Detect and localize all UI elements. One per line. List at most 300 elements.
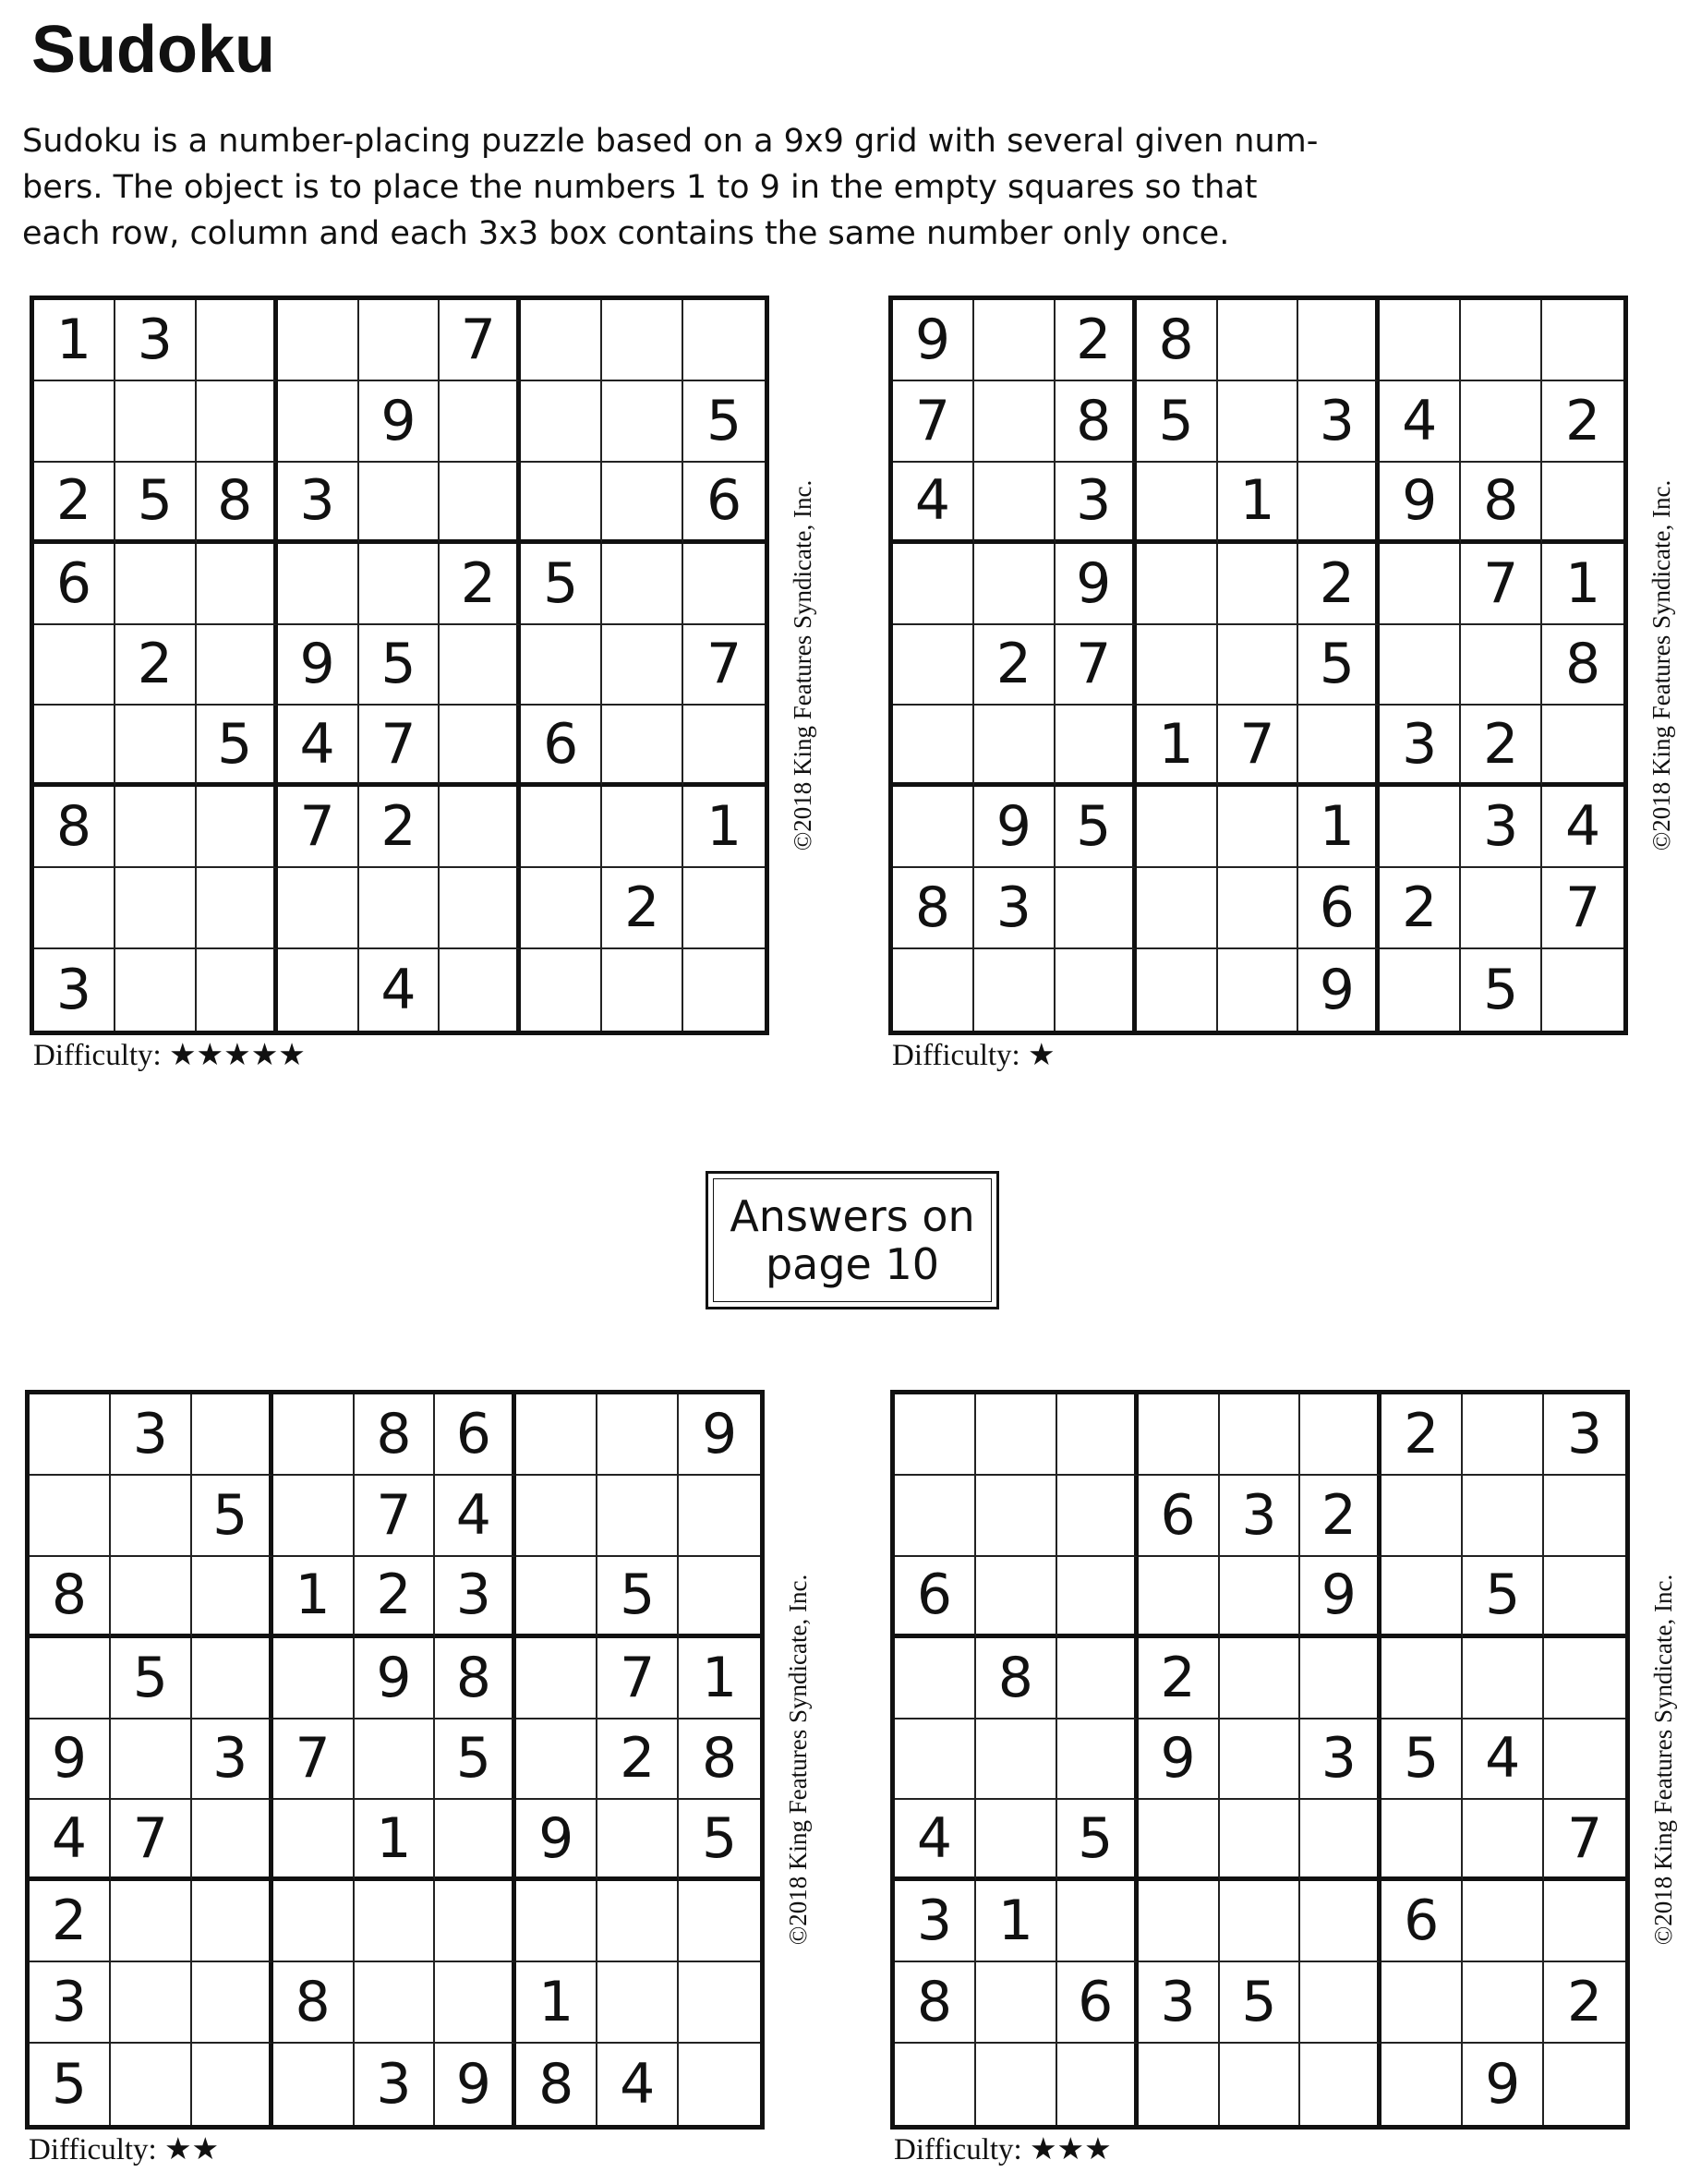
- sudoku-cell: [597, 1394, 679, 1476]
- sudoku-cell: 5: [1463, 1557, 1544, 1638]
- sudoku-cell: 3: [111, 1394, 192, 1476]
- sudoku-cell: [1220, 1881, 1301, 1962]
- sudoku-cell: [1218, 544, 1299, 625]
- sudoku-cell: 8: [1056, 381, 1137, 463]
- difficulty-rating: Difficulty: ★★★: [894, 2133, 1112, 2166]
- sudoku-cell: [1300, 1962, 1381, 2044]
- sudoku-cell: [359, 463, 440, 544]
- sudoku-cell: 3: [1298, 381, 1380, 463]
- sudoku-cell: [1139, 1557, 1220, 1638]
- sudoku-cell: [435, 1800, 516, 1881]
- sudoku-cell: 8: [1461, 463, 1542, 544]
- sudoku-cell: [1300, 2044, 1381, 2125]
- sudoku-cell: 2: [355, 1557, 436, 1638]
- sudoku-cell: [1218, 300, 1299, 381]
- sudoku-cell: [115, 544, 197, 625]
- sudoku-cell: 8: [895, 1962, 976, 2044]
- sudoku-cell: 6: [683, 463, 765, 544]
- sudoku-cell: 5: [435, 1719, 516, 1801]
- sudoku-cell: 8: [1137, 300, 1218, 381]
- sudoku-cell: [679, 1881, 760, 1962]
- sudoku-cell: [1139, 1881, 1220, 1962]
- sudoku-cell: [1137, 463, 1218, 544]
- copyright-notice: ©2018 King Features Syndicate, Inc.: [1647, 479, 1675, 851]
- sudoku-cell: [1137, 787, 1218, 868]
- sudoku-cell: [521, 463, 602, 544]
- sudoku-cell: 5: [521, 544, 602, 625]
- sudoku-cell: 8: [516, 2044, 597, 2125]
- sudoku-cell: 1: [516, 1962, 597, 2044]
- sudoku-cell: [976, 2044, 1057, 2125]
- sudoku-cell: [683, 949, 765, 1031]
- sudoku-cell: [679, 1557, 760, 1638]
- sudoku-cell: [1461, 868, 1542, 949]
- sudoku-cell: [1220, 1719, 1301, 1801]
- sudoku-cell: [1463, 1800, 1544, 1881]
- sudoku-cell: [895, 2044, 976, 2125]
- sudoku-cell: [440, 625, 521, 706]
- sudoku-cell: [602, 381, 683, 463]
- sudoku-cell: [1056, 949, 1137, 1031]
- sudoku-cell: [30, 1476, 111, 1557]
- sudoku-cell: 4: [1542, 787, 1623, 868]
- sudoku-cell: 7: [1056, 625, 1137, 706]
- sudoku-cell: [30, 1638, 111, 1719]
- sudoku-cell: 9: [1380, 463, 1461, 544]
- sudoku-cell: 8: [197, 463, 278, 544]
- sudoku-cell: [597, 1962, 679, 2044]
- sudoku-cell: 8: [355, 1394, 436, 1476]
- sudoku-cell: 5: [683, 381, 765, 463]
- sudoku-cell: [1380, 787, 1461, 868]
- sudoku-cell: [440, 787, 521, 868]
- sudoku-cell: [435, 1881, 516, 1962]
- sudoku-cell: [273, 2044, 355, 2125]
- sudoku-cell: [197, 381, 278, 463]
- sudoku-cell: [1380, 544, 1461, 625]
- sudoku-cell: 6: [435, 1394, 516, 1476]
- sudoku-cell: [1220, 1800, 1301, 1881]
- sudoku-cell: 9: [278, 625, 359, 706]
- sudoku-cell: 2: [1461, 706, 1542, 787]
- sudoku-cell: 5: [597, 1557, 679, 1638]
- sudoku-cell: 2: [1056, 300, 1137, 381]
- sudoku-cell: 6: [1298, 868, 1380, 949]
- sudoku-cell: [1218, 787, 1299, 868]
- sudoku-cell: [111, 1557, 192, 1638]
- sudoku-cell: 3: [1056, 463, 1137, 544]
- sudoku-cell: [115, 706, 197, 787]
- sudoku-cell: [1463, 1394, 1544, 1476]
- sudoku-cell: [683, 706, 765, 787]
- sudoku-cell: [521, 625, 602, 706]
- sudoku-cell: 6: [521, 706, 602, 787]
- sudoku-cell: 7: [597, 1638, 679, 1719]
- sudoku-cell: 7: [278, 787, 359, 868]
- sudoku-cell: [440, 463, 521, 544]
- sudoku-cell: 7: [1544, 1800, 1625, 1881]
- sudoku-cell: [1218, 381, 1299, 463]
- intro-text: [22, 118, 1352, 257]
- sudoku-cell: [1544, 1719, 1625, 1801]
- sudoku-cell: [1137, 868, 1218, 949]
- sudoku-cell: [976, 1557, 1057, 1638]
- sudoku-cell: [516, 1881, 597, 1962]
- intro-line: each row, column and each 3x3 box contains the same number only once.: [22, 215, 1230, 252]
- sudoku-cell: [115, 949, 197, 1031]
- sudoku-cell: 9: [679, 1394, 760, 1476]
- sudoku-cell: [521, 300, 602, 381]
- sudoku-cell: [597, 1800, 679, 1881]
- sudoku-cell: [893, 787, 974, 868]
- sudoku-cell: [1298, 300, 1380, 381]
- sudoku-cell: [278, 544, 359, 625]
- sudoku-cell: [192, 1800, 273, 1881]
- sudoku-cell: [1300, 1394, 1381, 1476]
- sudoku-cell: 3: [34, 949, 115, 1031]
- intro-line: Sudoku is a number-placing puzzle based on a 9x9 grid with several given num-: [22, 123, 1319, 160]
- sudoku-cell: 4: [30, 1800, 111, 1881]
- sudoku-cell: [1381, 1476, 1463, 1557]
- sudoku-cell: 5: [679, 1800, 760, 1881]
- sudoku-cell: 5: [115, 463, 197, 544]
- sudoku-cell: 2: [1139, 1638, 1220, 1719]
- sudoku-cell: [278, 300, 359, 381]
- sudoku-cell: [976, 1394, 1057, 1476]
- sudoku-cell: [1218, 949, 1299, 1031]
- sudoku-cell: [602, 463, 683, 544]
- sudoku-cell: [440, 949, 521, 1031]
- sudoku-cell: [1461, 625, 1542, 706]
- sudoku-cell: 9: [516, 1800, 597, 1881]
- sudoku-cell: [1381, 2044, 1463, 2125]
- sudoku-cell: [679, 1962, 760, 2044]
- sudoku-cell: 3: [974, 868, 1056, 949]
- sudoku-cell: [1542, 300, 1623, 381]
- sudoku-cell: 2: [30, 1881, 111, 1962]
- sudoku-cell: [1137, 625, 1218, 706]
- sudoku-cell: 3: [355, 2044, 436, 2125]
- sudoku-cell: 8: [435, 1638, 516, 1719]
- sudoku-cell: [976, 1719, 1057, 1801]
- sudoku-cell: [516, 1557, 597, 1638]
- sudoku-cell: 2: [1380, 868, 1461, 949]
- sudoku-cell: [1057, 1557, 1139, 1638]
- sudoku-cell: [976, 1800, 1057, 1881]
- sudoku-cell: 3: [1139, 1962, 1220, 2044]
- sudoku-cell: 1: [976, 1881, 1057, 1962]
- sudoku-cell: [602, 949, 683, 1031]
- sudoku-cell: 7: [1218, 706, 1299, 787]
- sudoku-cell: [597, 1881, 679, 1962]
- sudoku-cell: 8: [1542, 625, 1623, 706]
- sudoku-grid: [888, 296, 1628, 1035]
- sudoku-cell: [974, 463, 1056, 544]
- sudoku-cell: 1: [34, 300, 115, 381]
- sudoku-cell: 7: [355, 1476, 436, 1557]
- sudoku-cell: [197, 544, 278, 625]
- sudoku-cell: [1463, 1638, 1544, 1719]
- sudoku-cell: 2: [974, 625, 1056, 706]
- sudoku-cell: [602, 544, 683, 625]
- sudoku-cell: [1463, 1962, 1544, 2044]
- sudoku-cell: [1544, 1638, 1625, 1719]
- sudoku-cell: [679, 1476, 760, 1557]
- sudoku-cell: 7: [893, 381, 974, 463]
- sudoku-cell: [1381, 1962, 1463, 2044]
- difficulty-rating: Difficulty: ★★: [29, 2133, 220, 2166]
- sudoku-cell: 8: [273, 1962, 355, 2044]
- sudoku-cell: [197, 300, 278, 381]
- sudoku-cell: 9: [1139, 1719, 1220, 1801]
- difficulty-rating: Difficulty: ★★★★★: [33, 1039, 306, 1072]
- sudoku-cell: 3: [115, 300, 197, 381]
- sudoku-cell: [34, 625, 115, 706]
- sudoku-cell: 4: [893, 463, 974, 544]
- sudoku-cell: 2: [34, 463, 115, 544]
- sudoku-cell: [1139, 1394, 1220, 1476]
- sudoku-cell: [1544, 2044, 1625, 2125]
- sudoku-cell: [683, 544, 765, 625]
- sudoku-cell: 3: [1461, 787, 1542, 868]
- sudoku-cell: [115, 868, 197, 949]
- sudoku-cell: 8: [976, 1638, 1057, 1719]
- sudoku-cell: 5: [1220, 1962, 1301, 2044]
- sudoku-cell: 7: [359, 706, 440, 787]
- sudoku-cell: [111, 2044, 192, 2125]
- sudoku-cell: [440, 381, 521, 463]
- sudoku-cell: [1544, 1557, 1625, 1638]
- sudoku-cell: 5: [30, 2044, 111, 2125]
- sudoku-cell: 9: [30, 1719, 111, 1801]
- sudoku-cell: 5: [1056, 787, 1137, 868]
- sudoku-cell: 6: [34, 544, 115, 625]
- sudoku-cell: [976, 1962, 1057, 2044]
- sudoku-cell: [1461, 300, 1542, 381]
- sudoku-cell: [111, 1962, 192, 2044]
- sudoku-cell: 6: [895, 1557, 976, 1638]
- sudoku-cell: [516, 1638, 597, 1719]
- sudoku-cell: 9: [1300, 1557, 1381, 1638]
- sudoku-cell: 4: [278, 706, 359, 787]
- sudoku-cell: [355, 1881, 436, 1962]
- sudoku-cell: 5: [111, 1638, 192, 1719]
- sudoku-cell: 2: [1544, 1962, 1625, 2044]
- sudoku-cell: 5: [1057, 1800, 1139, 1881]
- sudoku-cell: 5: [1298, 625, 1380, 706]
- sudoku-cell: [1057, 1719, 1139, 1801]
- sudoku-cell: [197, 625, 278, 706]
- sudoku-cell: 3: [435, 1557, 516, 1638]
- sudoku-cell: [115, 381, 197, 463]
- sudoku-cell: [30, 1394, 111, 1476]
- sudoku-cell: 8: [893, 868, 974, 949]
- sudoku-cell: [893, 625, 974, 706]
- sudoku-cell: 1: [1298, 787, 1380, 868]
- sudoku-cell: 2: [440, 544, 521, 625]
- sudoku-cell: [516, 1476, 597, 1557]
- answers-note-line: page 10: [765, 1239, 940, 1289]
- sudoku-cell: 4: [1463, 1719, 1544, 1801]
- sudoku-cell: [895, 1476, 976, 1557]
- sudoku-cell: 5: [1461, 949, 1542, 1031]
- sudoku-cell: 6: [1139, 1476, 1220, 1557]
- sudoku-cell: 9: [974, 787, 1056, 868]
- sudoku-cell: 4: [597, 2044, 679, 2125]
- copyright-notice: ©2018 King Features Syndicate, Inc.: [784, 1574, 812, 1946]
- sudoku-cell: [1380, 949, 1461, 1031]
- sudoku-cell: 2: [359, 787, 440, 868]
- answers-note-line: Answers on: [730, 1191, 975, 1241]
- sudoku-cell: [359, 868, 440, 949]
- copyright-notice: ©2018 King Features Syndicate, Inc.: [789, 479, 816, 851]
- sudoku-cell: 6: [1381, 1881, 1463, 1962]
- sudoku-cell: 3: [1380, 706, 1461, 787]
- sudoku-cell: 9: [893, 300, 974, 381]
- sudoku-cell: 9: [1463, 2044, 1544, 2125]
- sudoku-cell: 9: [435, 2044, 516, 2125]
- sudoku-cell: 3: [1544, 1394, 1625, 1476]
- sudoku-cell: [597, 1476, 679, 1557]
- sudoku-cell: [278, 949, 359, 1031]
- sudoku-cell: [192, 1962, 273, 2044]
- sudoku-cell: 4: [359, 949, 440, 1031]
- sudoku-cell: [34, 381, 115, 463]
- sudoku-cell: 8: [679, 1719, 760, 1801]
- sudoku-cell: 4: [895, 1800, 976, 1881]
- sudoku-cell: [521, 868, 602, 949]
- sudoku-cell: 5: [359, 625, 440, 706]
- sudoku-cell: 2: [602, 868, 683, 949]
- sudoku-cell: [440, 706, 521, 787]
- sudoku-cell: [1139, 1800, 1220, 1881]
- copyright-notice: ©2018 King Features Syndicate, Inc.: [1649, 1574, 1677, 1946]
- sudoku-cell: 7: [273, 1719, 355, 1801]
- sudoku-cell: [1057, 1476, 1139, 1557]
- sudoku-cell: [273, 1476, 355, 1557]
- sudoku-cell: 3: [192, 1719, 273, 1801]
- sudoku-cell: [895, 1719, 976, 1801]
- sudoku-cell: 3: [30, 1962, 111, 2044]
- answers-note-box: [706, 1171, 999, 1309]
- sudoku-cell: [1057, 1881, 1139, 1962]
- sudoku-cell: [273, 1800, 355, 1881]
- sudoku-cell: 1: [1137, 706, 1218, 787]
- sudoku-cell: [1056, 706, 1137, 787]
- sudoku-cell: [435, 1962, 516, 2044]
- sudoku-cell: 2: [1542, 381, 1623, 463]
- sudoku-cell: 5: [1137, 381, 1218, 463]
- sudoku-cell: [355, 1962, 436, 2044]
- sudoku-cell: [1300, 1800, 1381, 1881]
- sudoku-cell: [192, 2044, 273, 2125]
- sudoku-cell: [974, 544, 1056, 625]
- sudoku-cell: 3: [278, 463, 359, 544]
- sudoku-cell: 5: [1381, 1719, 1463, 1801]
- sudoku-cell: [1137, 949, 1218, 1031]
- sudoku-cell: [1544, 1476, 1625, 1557]
- sudoku-cell: [974, 300, 1056, 381]
- sudoku-cell: [602, 625, 683, 706]
- sudoku-cell: [273, 1394, 355, 1476]
- sudoku-cell: [974, 381, 1056, 463]
- sudoku-cell: [34, 706, 115, 787]
- sudoku-cell: 9: [1298, 949, 1380, 1031]
- sudoku-cell: 7: [1542, 868, 1623, 949]
- sudoku-cell: [1381, 1557, 1463, 1638]
- sudoku-cell: [974, 706, 1056, 787]
- sudoku-cell: [111, 1719, 192, 1801]
- sudoku-cell: [1220, 2044, 1301, 2125]
- sudoku-cell: [197, 868, 278, 949]
- sudoku-cell: [1056, 868, 1137, 949]
- sudoku-cell: [1300, 1638, 1381, 1719]
- sudoku-cell: [197, 949, 278, 1031]
- sudoku-cell: 6: [1057, 1962, 1139, 2044]
- sudoku-cell: 7: [440, 300, 521, 381]
- sudoku-cell: [1542, 949, 1623, 1031]
- sudoku-cell: [516, 1719, 597, 1801]
- sudoku-cell: 2: [1298, 544, 1380, 625]
- sudoku-cell: 1: [683, 787, 765, 868]
- sudoku-cell: [1463, 1476, 1544, 1557]
- sudoku-grid: [30, 296, 769, 1035]
- sudoku-cell: [192, 1557, 273, 1638]
- sudoku-cell: [115, 787, 197, 868]
- sudoku-cell: 2: [115, 625, 197, 706]
- sudoku-cell: [273, 1638, 355, 1719]
- sudoku-cell: [359, 544, 440, 625]
- sudoku-cell: 1: [679, 1638, 760, 1719]
- sudoku-cell: [355, 1719, 436, 1801]
- page-title: Sudoku: [31, 13, 275, 87]
- sudoku-cell: [1220, 1394, 1301, 1476]
- sudoku-cell: [976, 1476, 1057, 1557]
- sudoku-cell: 4: [435, 1476, 516, 1557]
- sudoku-cell: [1057, 1638, 1139, 1719]
- sudoku-cell: 3: [1220, 1476, 1301, 1557]
- sudoku-cell: [1218, 625, 1299, 706]
- sudoku-cell: [111, 1881, 192, 1962]
- sudoku-cell: [602, 300, 683, 381]
- sudoku-cell: [1380, 300, 1461, 381]
- sudoku-cell: 9: [359, 381, 440, 463]
- sudoku-cell: [679, 2044, 760, 2125]
- sudoku-cell: 9: [355, 1638, 436, 1719]
- sudoku-cell: 2: [1381, 1394, 1463, 1476]
- difficulty-rating: Difficulty: ★: [892, 1039, 1056, 1072]
- sudoku-cell: [278, 381, 359, 463]
- sudoku-cell: [197, 787, 278, 868]
- sudoku-cell: 2: [1300, 1476, 1381, 1557]
- sudoku-cell: [192, 1881, 273, 1962]
- sudoku-cell: 1: [1218, 463, 1299, 544]
- sudoku-cell: [974, 949, 1056, 1031]
- sudoku-cell: [440, 868, 521, 949]
- sudoku-cell: [521, 381, 602, 463]
- sudoku-cell: 1: [355, 1800, 436, 1881]
- sudoku-cell: [1300, 1881, 1381, 1962]
- sudoku-cell: [1381, 1800, 1463, 1881]
- sudoku-grid: [25, 1390, 765, 2130]
- sudoku-cell: [893, 544, 974, 625]
- sudoku-cell: [1220, 1638, 1301, 1719]
- sudoku-cell: [521, 949, 602, 1031]
- sudoku-cell: [683, 300, 765, 381]
- sudoku-cell: 3: [1300, 1719, 1381, 1801]
- sudoku-cell: [278, 868, 359, 949]
- sudoku-cell: [1380, 625, 1461, 706]
